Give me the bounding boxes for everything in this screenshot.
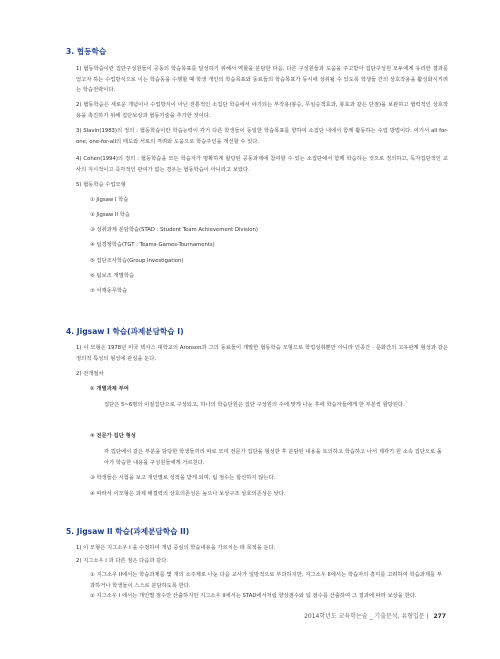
section-5-heading: 5. Jigsaw II 학습(과제분담학습 II) bbox=[66, 527, 190, 536]
section-4-heading: 4. Jigsaw I 학습(과제분담학습 I) bbox=[66, 327, 184, 336]
model-item-4: ④ 팀경쟁학습(TGT : Teams-Games-Tournaments) bbox=[90, 242, 215, 248]
s5-point-2: ② 지그소우 I 에서는 개인별 점수만 산출하지만 지그소우 II에서는 STAD에서처럼 향상점수와 팀 점수를 산출하여 그 결과에 따라 보상을 한다. bbox=[90, 593, 417, 599]
step-1-body: 집단은 5~6명의 이질집단으로 구성되고, 하나의 학습단원은 집단 구성원의 수에 맞게 나눈 후에 학습자들에게 한 부분씩 할당된다. bbox=[104, 402, 405, 408]
model-item-1: ① Jigsaw I 학습 bbox=[90, 197, 129, 203]
s4-para-2: 2) 전개절차 bbox=[76, 371, 104, 377]
s5-para-1: 1) 이 모형은 지그소우 I 을 수정하여 개념 중심의 학습내용을 가르치는 데 목적을 둔다. bbox=[76, 545, 276, 551]
s3-para-1: 1) 협동학습이란 집단구성원들이 공동의 학습목표를 달성하기 위해서 역할을 분담한 다음, 다른 구성원들과 도움을 주고받아 집단구성원 모두에게 유리한 결과를 얻고자 하는 수업방식으로 이는 학습동을 수행할 때 학생 개인의 학습목표와 동료들의 학습목표가 동시에 성취될 수 있도록 학생들 간의 상호작용을 활성화시키려는 학습전략이다. bbox=[76, 66, 448, 94]
page-number: 277 bbox=[433, 613, 446, 620]
model-item-7: ⑦ 어깨동무학습 bbox=[90, 288, 128, 294]
s4-para-1: 1) 이 모형은 1978년 미국 텍사스 대학교의 Aronson과 그의 동료들이 개발한 협동학습 모형으로 학업성취뿐만 아니라 인종간 · 문화간의 고유관계 형성과 같은 정의적 특성의 형성에 관심을 둔다. bbox=[76, 345, 448, 362]
page-footer bbox=[304, 611, 446, 620]
section-3-heading: 3. 협동학습 bbox=[66, 47, 107, 56]
s3-para-4: 4) Cohen(1994)의 정의 : 협동학습을 모든 학습자가 명확하게 할당된 공동과제에 참여할 수 있는 소집단에서 함께 학습하는 것으로 정의하고, 독자집단적인 교사의 지시적이고 즉각적인 관여가 없는 경우는 협동학습이 아니라고 보았다. bbox=[76, 156, 448, 173]
model-item-6: ⑥ 팀보조 개별학습 bbox=[90, 273, 134, 279]
step-3: ③ 학생들은 시험을 보고 개인별로 성적을 받게 되며, 팀 점수는 합산하지 않는다. bbox=[90, 475, 276, 481]
step-2-body: 각 집단에서 같은 부분을 담당한 학생들끼리 따로 모여 전문가 집단을 형성한 후 분담된 내용을 토의하고 학습하고 나서 제각기 원 소속 집단으로 돌아가 학습한 내용을 구성원들에게 가르친다. bbox=[104, 449, 442, 466]
model-item-2: ② Jigsaw II 학습 bbox=[90, 212, 130, 218]
model-item-5: ⑤ 집단조사학습(Group Investigation) bbox=[90, 258, 184, 264]
s5-point-1: ① 지그소우 II에서는 학습과제를 몇 개의 소주제로 나눈 다음 교사가 일방적으로 부과하지만, 지그소우 II에서는 학습자의 흥미를 고려하여 학습과제를 부과하거나 학생들이 스스로 분담하도록 한다. bbox=[90, 572, 442, 589]
footer-text: 2014학년도 교육학논술 _ 기출분석, 유형입문 | bbox=[304, 613, 429, 620]
s5-para-2: 2) 지그소우 I 과 다른 점은 다음과 같다. bbox=[76, 558, 169, 564]
s3-para-5: 5) 협동학습 수업모형 bbox=[76, 182, 126, 188]
step-1-title: ① 개별과제 부여 bbox=[90, 386, 129, 392]
model-item-3: ③ 성취과제 분담학습(STAD : Student Team Achievement Division) bbox=[90, 227, 258, 233]
step-2-title: ② 전문가 집단 형성 bbox=[90, 433, 136, 439]
s3-para-2: 2) 협동학습은 새로운 개념이나 수업방식이 아닌 전통적인 소집단 학습에서 야기되는 부작용(봉승, 무임승객효과, 봉효과 같은 단점)을 보완하고 협력적인 상호작용을 촉진하기 위해 집단보상과 협동기술을 추가한 것이다. bbox=[76, 102, 448, 119]
s3-para-3: 3) Slavin(1983)의 정의 : 협동학습이란 학습능력이 각기 다른 학생들이 동일한 학습목표를 향하여 소집단 내에서 함께 활동하는 수업 방법이다. 여기서 all for-one, one-for-all의 태도와 서로의 격려와 도움으로 학습주인을 개선할 수 있다. bbox=[76, 128, 448, 145]
step-4: ④ 따라서 이모형은 과제 해결력의 상호의존성은 높으나 보상구조 상호의존성은 낮다. bbox=[90, 491, 286, 497]
